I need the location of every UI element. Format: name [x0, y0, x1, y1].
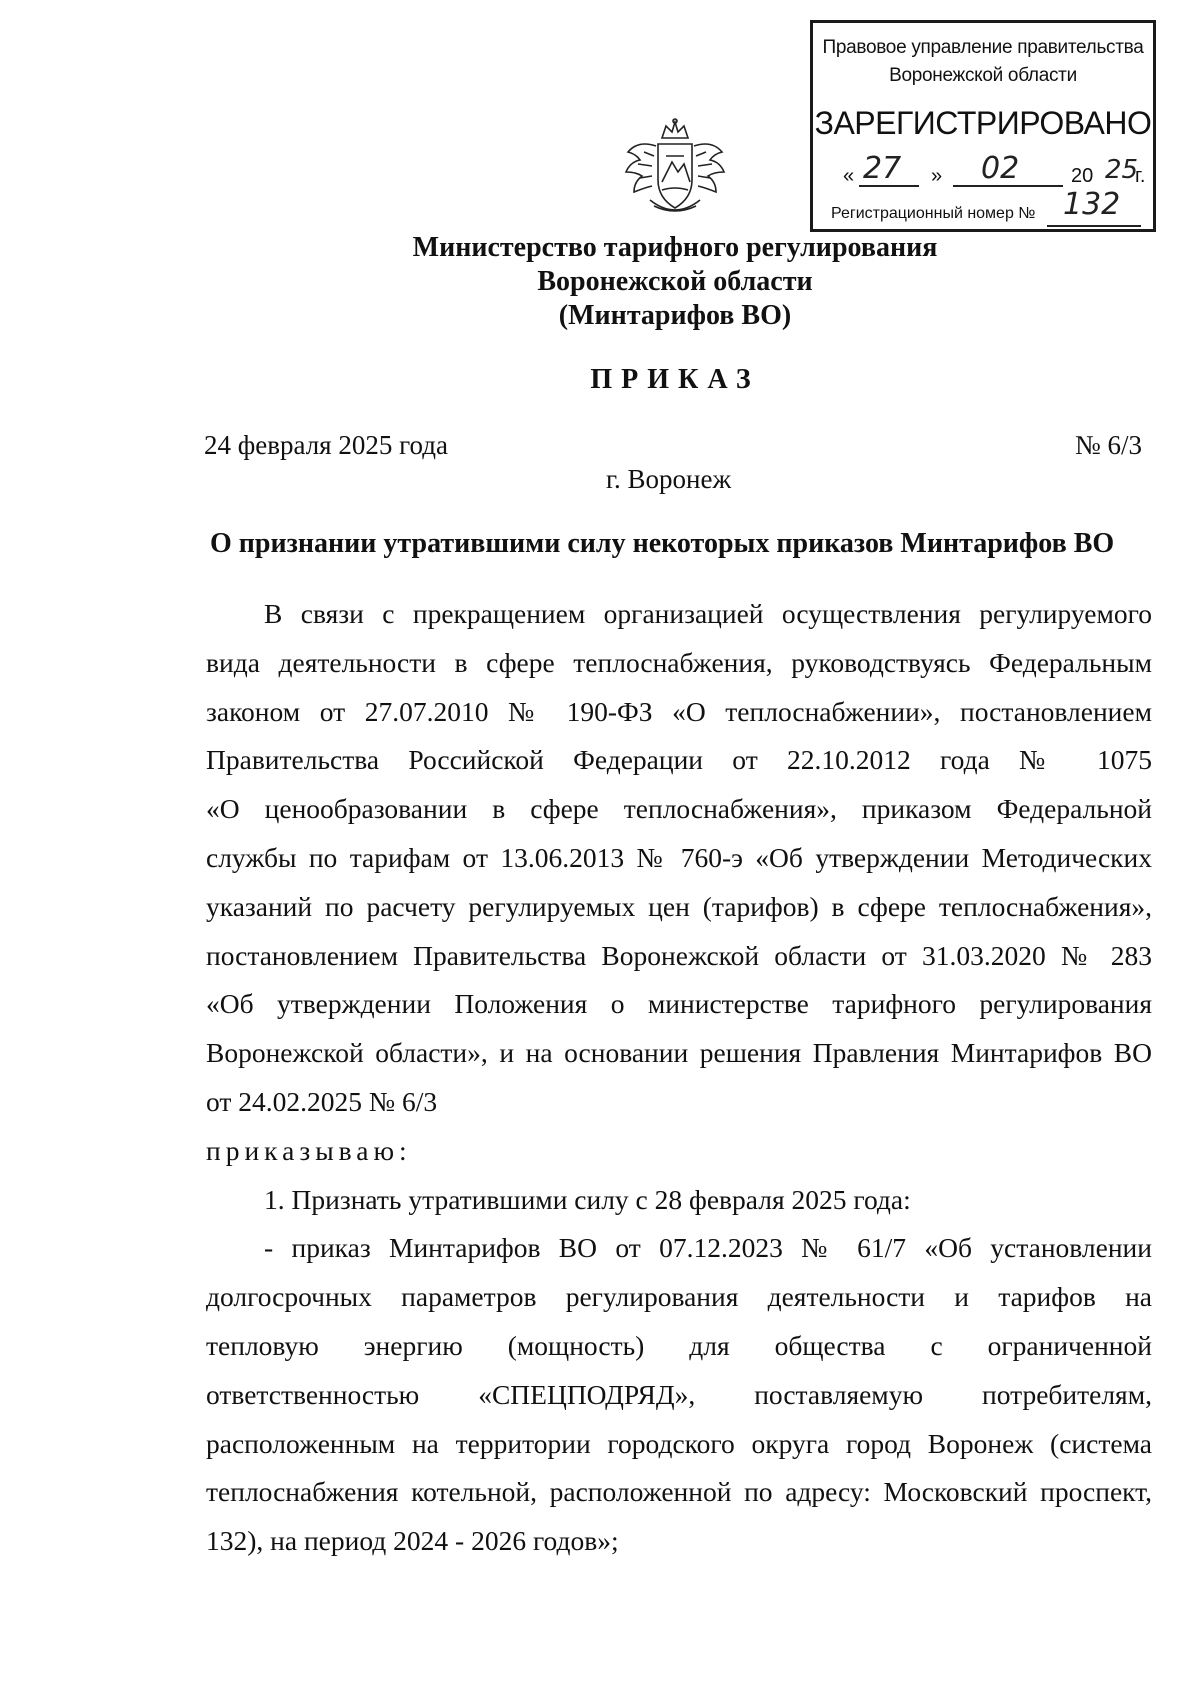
- body-line: законом от 27.07.2010 № 190-ФЗ «О теплоснабжении», постановлением: [206, 695, 1152, 727]
- item-1-line: расположенным на территории городского округа город Воронеж (система: [206, 1427, 1152, 1459]
- stamp-registered-label: ЗАРЕГИСТРИРОВАНО: [814, 105, 1152, 141]
- item-1-line: 132), на период 2024 - 2026 годов»;: [206, 1525, 619, 1557]
- body-line: указаний по расчету регулируемых цен (тарифов) в сфере теплоснабжения»,: [206, 890, 1152, 922]
- stamp-department-line2: Воронежской области: [889, 65, 1077, 86]
- ministry-name-line3: (Минтарифов ВО): [558, 300, 792, 331]
- stamp-number-handwritten: 132: [1063, 187, 1121, 222]
- body-line: В связи с прекращением организацией осуществления регулируемого: [264, 598, 1152, 629]
- stamp-day-handwritten: 27: [863, 151, 902, 186]
- body-line: Правительства Российской Федерации от 22.10.2012 года № 1075: [206, 744, 1152, 776]
- body-line: Воронежской области», и на основании решения Правления Минтарифов ВО: [206, 1037, 1152, 1069]
- item-1-line: теплоснабжения котельной, расположенной по адресу: Московский проспект,: [206, 1476, 1152, 1508]
- body-line: «Об утверждении Положения о министерстве тарифного регулирования: [206, 988, 1152, 1020]
- document-type-heading: ПРИКАЗ: [590, 364, 760, 395]
- item-1-line: ответственностью «СПЕЦПОДРЯД», поставляемую потребителям,: [206, 1378, 1152, 1410]
- stamp-year-suffix: г.: [1135, 165, 1146, 187]
- body-line: службы по тарифам от 13.06.2013 № 760-э «Об утверждении Методических: [206, 841, 1152, 873]
- item-1-line: - приказ Минтарифов ВО от 07.12.2023 № 61/7 «Об установлении: [264, 1232, 1152, 1264]
- stamp-month-handwritten: 02: [981, 151, 1020, 186]
- registration-stamp: [810, 20, 1156, 232]
- document-date: 24 февраля 2025 года: [204, 430, 448, 460]
- item-1-line: долгосрочных параметров регулирования деятельности и тарифов на: [206, 1281, 1152, 1313]
- stamp-year-prefix: 20: [1071, 165, 1094, 187]
- stamp-year-handwritten: 25: [1105, 155, 1139, 185]
- stamp-quote-open: «: [843, 165, 855, 187]
- body-line: «О ценообразовании в сфере теплоснабжения», приказом Федеральной: [206, 793, 1152, 825]
- document-body: [206, 590, 1152, 1566]
- stamp-number-label: Регистрационный номер №: [831, 205, 1036, 222]
- item-1-line: тепловую энергию (мощность) для общества с ограниченной: [206, 1329, 1152, 1361]
- stamp-number-underline: [1047, 225, 1141, 227]
- stamp-number-row: [831, 187, 1141, 229]
- stamp-day-underline: [859, 185, 919, 187]
- item-1-heading: 1. Признать утратившими силу с 28 февраля 2025 года:: [264, 1183, 911, 1215]
- ministry-name-line2: Воронежской области: [537, 266, 813, 297]
- body-line: постановлением Правительства Воронежской области от 31.03.2020 № 283: [206, 939, 1152, 971]
- document-city: г. Воронеж: [606, 464, 732, 494]
- body-line: вида деятельности в сфере теплоснабжения, руководствуясь Федеральным: [206, 646, 1152, 678]
- coat-of-arms-emblem: [620, 116, 730, 220]
- document-number: № 6/3: [1074, 430, 1142, 460]
- body-line: от 24.02.2025 № 6/3: [206, 1085, 438, 1117]
- stamp-month-underline: [953, 185, 1063, 187]
- order-word: приказываю:: [206, 1134, 412, 1166]
- ministry-name-line1: Министерство тарифного регулирования: [412, 232, 938, 263]
- stamp-department-line1: Правовое управление правительства: [822, 37, 1144, 58]
- stamp-quote-close: »: [931, 165, 943, 187]
- document-title: О признании утратившими силу некоторых приказов Минтарифов ВО: [210, 528, 1115, 559]
